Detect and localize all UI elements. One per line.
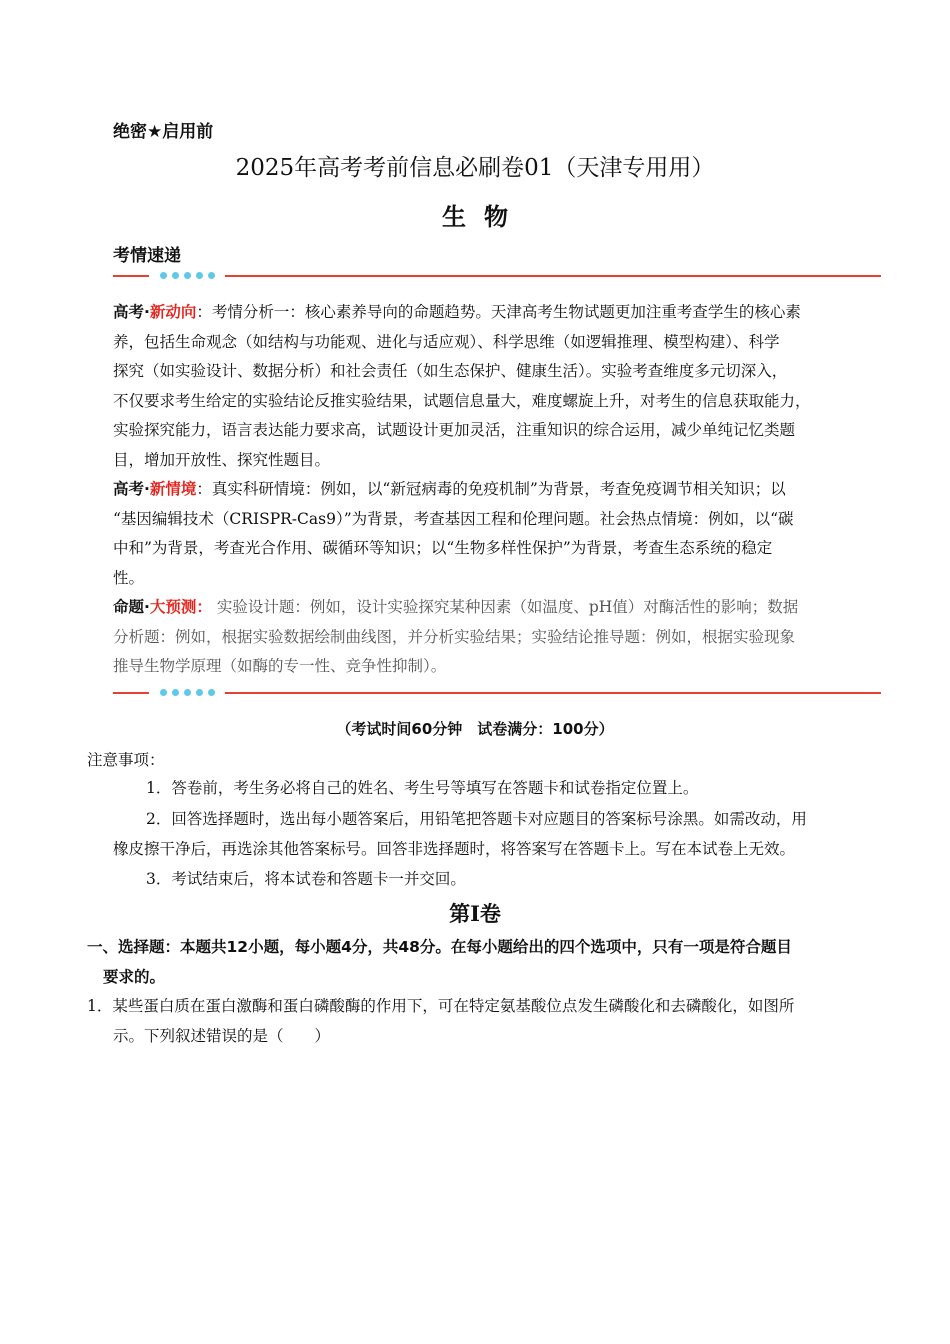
section-instruction [87,932,877,992]
question-1 [87,991,877,1051]
subject-title: 生物 [442,202,526,231]
trend-paragraph [113,298,873,475]
prediction-line: 分析题：例如，根据实验数据绘制曲线图，并分析实验结果；实验结论推导题：例如，根据实验现象 [113,627,796,646]
context-line: “基因编辑技术（CRISPR-Cas9）”为背景，考查基因工程和伦理问题。社会热点情境：例如，以“碳 [113,509,794,528]
context-line: 中和”为背景，考查光合作用、碳循环等知识；以“生物多样性保护”为背景，考查生态系统的稳定 [113,539,773,557]
trend-label-colon: ： [196,303,212,321]
question-1-stem-line: 示。下列叙述错误的是（ ） [113,1027,331,1045]
notes-heading: 注意事项： [87,751,165,769]
trend-line: 不仅要求考生给定的实验结论反推实验结果，试题信息量大，难度螺旋上升，对考生的信息获取能力， [113,391,811,410]
question-1-stem-line: 1．某些蛋白质在蛋白激酶和蛋白磷酸酶的作用下，可在特定氨基酸位点发生磷酸化和去磷酸化，如图所 [87,997,795,1015]
trend-line: 养，包括生命观念（如结构与功能观、进化与适应观）、科学思维（如逻辑推理、模型构建）、科学 [113,332,780,351]
context-line: 真实科研情境：例如，以“新冠病毒的免疫机制”为背景，考查免疫调节相关知识；以 [211,480,786,498]
note-item-continued: 橡皮擦干净后，再选涂其他答案标号。回答非选择题时，将答案写在答题卡上。写在本试卷上无效。 [113,840,796,858]
prediction-paragraph [113,593,873,682]
decorative-divider-bottom [113,687,881,699]
context-line: 性。 [113,568,145,587]
context-label-highlight: 新情境 [149,480,197,498]
kaoqing-heading: 考情速递 [113,246,181,266]
trend-label-highlight: 新动向 [149,303,197,321]
trend-label-prefix: 高考· [113,303,150,321]
prediction-line: 推导生物学原理（如酶的专一性、竞争性抑制）。 [113,657,447,675]
trend-line: 目，增加开放性、探究性题目。 [113,450,331,469]
volume-title: 第Ⅰ卷 [449,901,501,926]
section-instruction-line: 要求的。 [103,968,166,986]
note-item: 3．考试结束后，将本试卷和答题卡一并交回。 [146,870,466,888]
prediction-label-colon: ： [196,598,212,616]
trend-line: 考情分析一：核心素养导向的命题趋势。天津高考生物试题更加注重考查学生的核心素 [211,303,801,321]
decorative-divider-top [113,270,881,282]
trend-line: 实验探究能力，语言表达能力要求高，试题设计更加灵活，注重知识的综合运用，减少单纯记忆类题 [113,421,796,439]
trend-line: 探究（如实验设计、数据分析）和社会责任（如生态保护、健康生活）。实验考查维度多元切深入， [113,362,788,380]
exam-title: 2025年高考考前信息必刷卷01（天津专用用） [235,155,715,181]
context-paragraph [113,475,873,593]
secret-label: 绝密★启用前 [113,122,214,142]
note-item: 1．答卷前，考生务必将自己的姓名、考生号等填写在答题卡和试卷指定位置上。 [146,779,699,797]
prediction-line: 实验设计题：例如，设计实验探究某种因素（如温度、pH值）对酶活性的影响；数据 [211,598,799,616]
exam-time-info: （考试时间60分钟 试卷满分：100分） [336,720,614,738]
section-instruction-line: 一、选择题：本题共12小题，每小题4分，共48分。在每小题给出的四个选项中，只有一项是符合题目 [87,938,792,956]
context-label-prefix: 高考· [113,480,150,498]
prediction-label-prefix: 命题· [113,598,150,616]
context-label-colon: ： [196,480,212,498]
note-item: 2．回答选择题时，选出每小题答案后，用铅笔把答题卡对应题目的答案标号涂黑。如需改动，用 [146,810,807,828]
prediction-label-highlight: 大预测 [149,598,197,616]
